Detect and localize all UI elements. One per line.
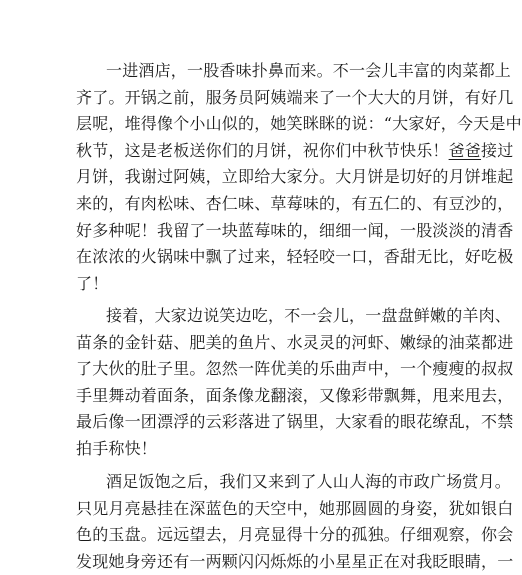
- text-line: 了大伙的肚子里。忽然一阵优美的乐曲声中，一个瘦瘦的叔叔: [76, 359, 514, 379]
- paragraph-noodle-show: [76, 303, 514, 463]
- text-line: 酒足饭饱之后，我们又来到了人山人海的市政广场赏月。: [106, 472, 512, 491]
- text-line: 好多种呢！我留了一块蓝莓味的，细细一闻，一股淡淡的清香: [76, 220, 514, 240]
- paragraph-restaurant: [76, 58, 522, 297]
- text-line: 月饼，我谢过阿姨，立即给大家分。大月饼是切好的月饼堆起: [76, 167, 514, 187]
- text-line: 手里舞动着面条，面条像龙翻滚，又像彩带飘舞，甩来甩去，: [76, 385, 514, 405]
- text-line: 层呢，堆得像个小山似的，她笑眯眯的说：“大家好，今天是中: [76, 114, 522, 134]
- text-line: 齐了。开锅之前，服务员阿姨端来了一个大大的月饼，有好几: [76, 87, 514, 107]
- paragraph-moon-viewing: [76, 469, 514, 575]
- text-line: 最后像一团漂浮的云彩落进了锅里，大家看的眼花缭乱，不禁: [76, 412, 514, 432]
- text-line: 发现她身旁还有一两颗闪闪烁烁的小星星正在对我眨眼睛，一: [76, 551, 514, 571]
- text-line: 接着，大家边说笑边吃，不一会儿，一盘盘鲜嫩的羊肉、: [106, 306, 512, 325]
- text-segment: 秋节，这是老板送你们的月饼，祝你们中秋节快乐！: [76, 140, 449, 160]
- text-line: 在浓浓的火锅味中飘了过来，轻轻咬一口，香甜无比，好吃极: [76, 247, 514, 267]
- text-line: 色的玉盘。远远望去，月亮显得十分的孤独。仔细观察，你会: [76, 525, 514, 545]
- text-line: 了！: [76, 273, 109, 293]
- text-segment: 接过: [481, 140, 514, 160]
- text-line: 来的，有肉松味、杏仁味、草莓味的，有五仁的、有豆沙的，: [76, 193, 514, 213]
- underlined-word: 爸爸: [448, 140, 482, 160]
- text-line: 一进酒店，一股香味扑鼻而来。不一会儿丰富的肉菜都上: [106, 61, 512, 80]
- text-line: 拍手称快！: [76, 438, 158, 458]
- text-line: 苗条的金针菇、肥美的鱼片、水灵灵的河虾、嫩绿的油菜都进: [76, 332, 514, 352]
- text-line: 只见月亮悬挂在深蓝色的天空中，她那圆圆的身姿，犹如银白: [76, 498, 514, 518]
- text-line: [76, 138, 514, 165]
